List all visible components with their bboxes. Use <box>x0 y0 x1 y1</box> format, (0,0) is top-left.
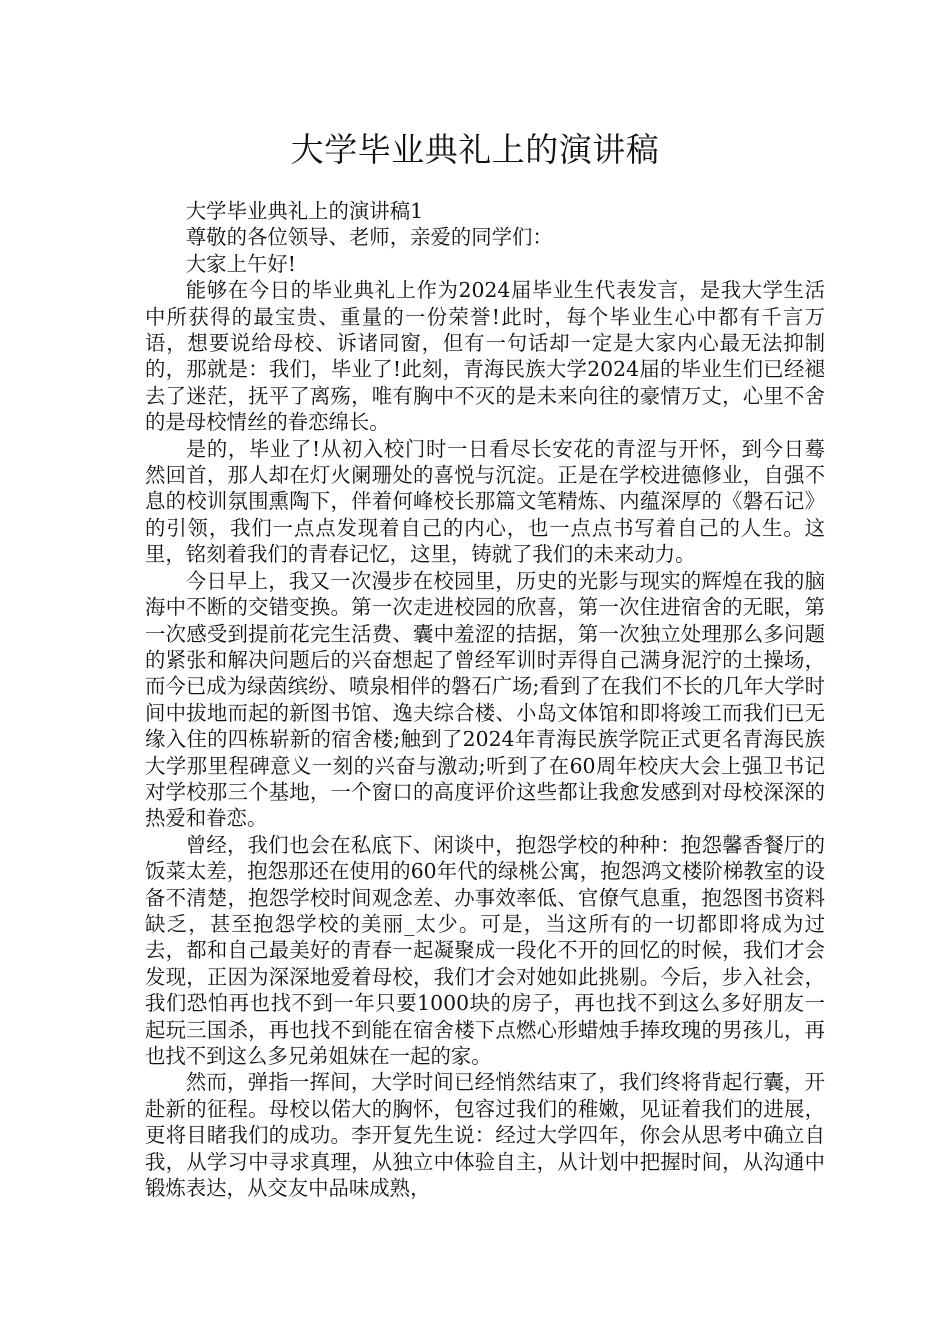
paragraph: 今日早上，我又一次漫步在校园里，历史的光影与现实的辉煌在我的脑海中不断的交错变换。第一次走进校园的欣喜，第一次住进宿舍的无眠，第一次感受到提前花完生活费、囊中羞涩的拮据，第一次独立处理那么多问题的紧张和解决问题后的兴奋想起了曾经军训时弄得自己满身泥泞的土操场，而今已成为绿茵缤纷、喷泉相伴的磐石广场;看到了在我们不长的几年大学时间中拔地而起的新图书馆、逸夫综合楼、小岛文体馆和即将竣工而我们已无缘入住的四栋崭新的宿舍楼;触到了2024年青海民族学院正式更名青海民族大学那里程碑意义一刻的兴奋与激动;听到了在60周年校庆大会上强卫书记对学校那三个基地，一个窗口的高度评价这些都让我愈发感到对母校深深的热爱和眷恋。 <box>145 568 825 831</box>
paragraph: 曾经，我们也会在私底下、闲谈中，抱怨学校的种种：抱怨馨香餐厅的饭菜太差，抱怨那还在使用的60年代的绿桃公寓，抱怨鸿文楼阶梯教室的设备不清楚，抱怨学校时间观念差、办事效率低、官僚气息重，抱怨图书资料缺乏，甚至抱怨学校的美丽_太少。可是，当这所有的一切都即将成为过去，都和自己最美好的青春一起凝聚成一段化不开的回忆的时候，我们才会发现，正因为深深地爱着母校，我们才会对她如此挑剔。今后，步入社会，我们恐怕再也找不到一年只要1000块的房子，再也找不到这么多好朋友一起玩三国杀，再也找不到能在宿舍楼下点燃心形蜡烛手捧玫瑰的男孩儿，再也找不到这么多兄弟姐妹在一起的家。 <box>145 832 825 1068</box>
paragraph: 是的，毕业了!从初入校门时一日看尽长安花的青涩与开怀，到今日蓦然回首，那人却在灯火阑珊处的喜悦与沉淀。正是在学校进德修业，自强不息的校训氛围熏陶下，伴着何峰校长那篇文笔精炼、内蕴深厚的《磐石记》的引领，我们一点点发现着自己的内心，也一点点书写着自己的人生。这里，铭刻着我们的青春记忆，这里，铸就了我们的未来动力。 <box>145 436 825 567</box>
paragraph-heading: 大学毕业典礼上的演讲稿1 <box>185 199 424 223</box>
paragraph-salutation: 尊敬的各位领导、老师，亲爱的同学们： <box>185 225 553 250</box>
document-body <box>145 198 825 1201</box>
paragraph-greeting: 大家上午好! <box>185 251 296 276</box>
paragraph: 能够在今日的毕业典礼上作为2024届毕业生代表发言，是我大学生活中所获得的最宝贵、重量的一份荣誉!此时，每个毕业生心中都有千言万语，想要说给母校、诉诸同窗，但有一句话却一定是大家内心最无法抑制的，那就是：我们，毕业了!此刻，青海民族大学2024届的毕业生们已经褪去了迷茫，抚平了离殇，唯有胸中不灭的是未来向往的豪情万丈，心里不舍的是母校情丝的眷恋绵长。 <box>145 278 825 435</box>
document-title: 大学毕业典礼上的演讲稿 <box>290 130 660 169</box>
paragraph: 然而，弹指一挥间，大学时间已经悄然结束了，我们终将背起行囊，开赴新的征程。母校以偌大的胸怀，包容过我们的稚嫩，见证着我们的进展，更将目睹我们的成功。李开复先生说：经过大学四年，你会从思考中确立自我，从学习中寻求真理，从独立中体验自主，从计划中把握时间，从沟通中锻炼表达，从交友中品味成熟， <box>145 1070 825 1201</box>
